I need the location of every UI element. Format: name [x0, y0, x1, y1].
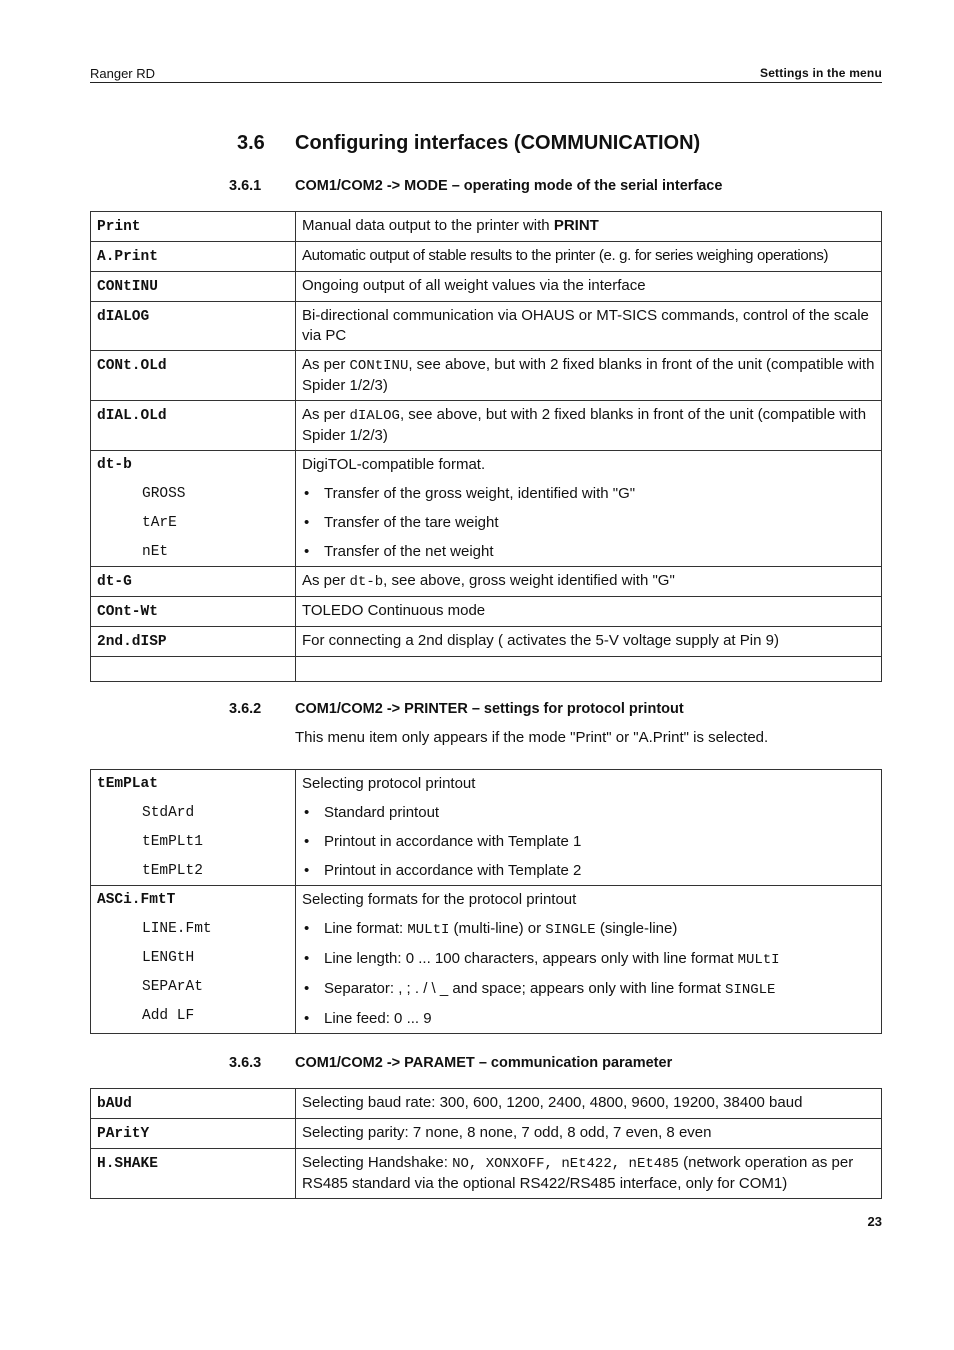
- row-key: dt-b: [97, 457, 132, 473]
- option-key: tArE: [142, 515, 177, 531]
- option-desc: • Transfer of the gross weight, identified with "G": [302, 484, 875, 504]
- row-key: H.SHAKE: [97, 1156, 158, 1172]
- table-row: [91, 212, 882, 242]
- option-key: GROSS: [142, 486, 186, 502]
- row-desc: Manual data output to the printer with: [302, 217, 554, 234]
- table-row: [91, 770, 882, 886]
- row-desc: DigiTOL-compatible format.: [302, 456, 486, 473]
- mode-table: [90, 211, 882, 682]
- row-key: Print: [97, 219, 141, 235]
- table-row: [91, 401, 882, 451]
- option-desc: • Printout in accordance with Template 2: [302, 861, 875, 881]
- row-key: COnt-Wt: [97, 604, 158, 620]
- option-desc-text: Line format:: [324, 920, 408, 937]
- header-rule: [90, 82, 882, 83]
- row-desc: Selecting protocol printout: [302, 775, 476, 792]
- row-desc: Selecting baud rate: 300, 600, 1200, 2400, 4800, 9600, 19200, 38400 baud: [302, 1094, 803, 1111]
- row-desc-mono: dIALOG: [349, 408, 400, 424]
- table-row: [91, 627, 882, 657]
- section-number: 3.6: [237, 132, 265, 154]
- option-key: LENGtH: [142, 950, 195, 966]
- row-desc: , see above, but with 2 fixed blanks in front of the unit (compatible with Spider 1/2/3): [302, 406, 867, 444]
- row-key: dIAL.OLd: [97, 408, 167, 424]
- row-desc: , see above, but with 2 fixed blanks in front of the unit (compatible with Spider 1/2/3): [302, 356, 875, 394]
- page-number: 23: [867, 1214, 882, 1229]
- table-row: [91, 1149, 882, 1199]
- option-key: tEmPLt1: [142, 834, 203, 850]
- row-desc: Bi-directional communication via OHAUS or MT-SICS commands, control of the scale via PC: [302, 307, 869, 344]
- option-desc-text: (single-line): [595, 920, 678, 937]
- table-row: [91, 597, 882, 627]
- option-key: nEt: [142, 544, 169, 560]
- option-desc: • Line feed: 0 ... 9: [302, 1009, 875, 1029]
- row-desc-mono: NO, XONXOFF, nEt422, nEt485: [452, 1156, 679, 1172]
- option-desc-mono: SINGLE: [725, 982, 776, 998]
- option-desc-mono: MULtI: [737, 952, 780, 968]
- option-key: tEmPLt2: [142, 863, 203, 879]
- option-desc-text: (multi-line) or: [449, 920, 546, 937]
- row-key: dt-G: [97, 574, 132, 590]
- row-desc: Selecting parity: 7 none, 8 none, 7 odd, 8 odd, 7 even, 8 even: [302, 1124, 712, 1141]
- row-desc: (network operation as per RS485 standard via the optional RS422/RS485 interface, only for COM1): [302, 1154, 854, 1192]
- table-row: [91, 886, 882, 1034]
- option-desc: • Printout in accordance with Template 1: [302, 832, 875, 852]
- row-desc: For connecting a 2nd display: [302, 632, 494, 649]
- subsection-title: COM1/COM2 -> MODE – operating mode of the serial interface: [295, 178, 723, 194]
- running-header-left: Ranger RD: [90, 66, 156, 81]
- row-desc: Selecting formats for the protocol printout: [302, 891, 577, 908]
- table-row: [91, 1119, 882, 1149]
- row-key: bAUd: [97, 1096, 132, 1112]
- option-desc-text: Line length: 0 ... 100 characters, appears only with line format: [324, 950, 738, 967]
- table-row: [91, 451, 882, 567]
- row-key: CONtINU: [97, 279, 158, 295]
- option-desc-mono: SINGLE: [545, 922, 596, 938]
- option-key: SEPArAt: [142, 979, 203, 995]
- intro-paragraph: This menu item only appears if the mode "Print" or "A.Print" is selected.: [295, 729, 769, 746]
- row-desc: As per: [302, 406, 350, 423]
- row-desc: Automatic output of stable results to the printer (e. g. for series weighing operations): [302, 247, 829, 264]
- option-desc: [302, 949, 875, 970]
- parameter-table: [90, 1088, 882, 1199]
- row-key: 2nd.dISP: [97, 634, 167, 650]
- table-row: [91, 1089, 882, 1119]
- table-row: [91, 272, 882, 302]
- option-desc: [302, 919, 875, 940]
- table-row: [91, 567, 882, 597]
- option-desc: [302, 979, 875, 1000]
- row-desc: Ongoing output of all weight values via the interface: [302, 277, 646, 294]
- option-desc-mono: MULtI: [407, 922, 450, 938]
- row-key: dIALOG: [97, 309, 150, 325]
- row-key: tEmPLat: [97, 776, 158, 792]
- section-title: Configuring interfaces (COMMUNICATION): [295, 132, 701, 154]
- running-header-right: Settings in the menu: [759, 66, 882, 80]
- table-row: [91, 351, 882, 401]
- subsection-number: 3.6.1: [229, 178, 262, 194]
- subsection-number: 3.6.3: [229, 1055, 262, 1071]
- option-desc-text: Separator: , ; . / \ _ and space; appears only with line format: [324, 980, 726, 997]
- row-key: A.Print: [97, 249, 158, 265]
- option-desc: • Transfer of the net weight: [302, 542, 875, 562]
- row-desc-mono: CONtINU: [349, 358, 409, 374]
- option-key: StdArd: [142, 805, 195, 821]
- option-desc: • Transfer of the tare weight: [302, 513, 875, 533]
- table-row: [91, 242, 882, 272]
- option-desc: • Standard printout: [302, 803, 875, 823]
- row-desc: TOLEDO Continuous mode: [302, 602, 486, 619]
- option-key: Add LF: [142, 1008, 195, 1024]
- table-row-empty: [91, 657, 882, 682]
- table-row: [91, 302, 882, 351]
- row-desc-bold: PRINT: [553, 217, 599, 234]
- row-desc-mono: dt-b: [349, 574, 384, 590]
- row-desc: Selecting Handshake:: [302, 1154, 453, 1171]
- row-key: CONt.OLd: [97, 358, 167, 374]
- option-key: LINE.Fmt: [142, 921, 212, 937]
- row-desc: As per: [302, 572, 350, 589]
- row-desc: , see above, gross weight identified with "G": [383, 572, 675, 589]
- row-desc: ( activates the 5-V voltage supply at Pin 9): [497, 632, 779, 649]
- printer-table: [90, 769, 882, 1034]
- subsection-title: COM1/COM2 -> PARAMET – communication parameter: [295, 1055, 673, 1071]
- row-desc: As per: [302, 356, 350, 373]
- row-key: ASCi.FmtT: [97, 892, 176, 908]
- subsection-title: COM1/COM2 -> PRINTER – settings for protocol printout: [295, 701, 684, 717]
- subsection-number: 3.6.2: [229, 701, 262, 717]
- row-key: PAritY: [97, 1126, 150, 1142]
